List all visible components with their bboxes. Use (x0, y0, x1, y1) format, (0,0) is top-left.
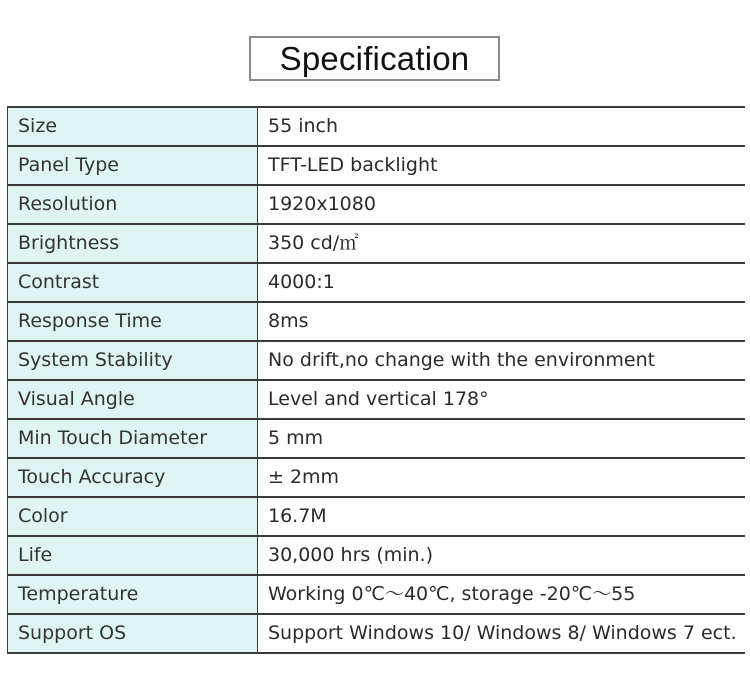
spec-label-touch-accuracy: Touch Accuracy (8, 458, 258, 497)
spec-value-min-touch-diameter: 5 mm (258, 419, 746, 458)
table-row (8, 224, 746, 263)
table-row (8, 185, 746, 224)
table-row (8, 536, 746, 575)
spec-label-response-time: Response Time (8, 302, 258, 341)
table-row (8, 107, 746, 146)
spec-value-resolution: 1920x1080 (258, 185, 746, 224)
page-title: Specification (249, 36, 500, 81)
spec-label-color: Color (8, 497, 258, 536)
table-row (8, 146, 746, 185)
spec-label-system-stability: System Stability (8, 341, 258, 380)
spec-value-visual-angle: Level and vertical 178° (258, 380, 746, 419)
table-row (8, 497, 746, 536)
table-row (8, 302, 746, 341)
spec-label-brightness: Brightness (8, 224, 258, 263)
spec-value-panel-type: TFT-LED backlight (258, 146, 746, 185)
spec-label-panel-type: Panel Type (8, 146, 258, 185)
spec-value-temperature: Working 0℃～40℃, storage -20℃～55 (258, 575, 746, 614)
spec-label-temperature: Temperature (8, 575, 258, 614)
table-row (8, 380, 746, 419)
table-row (8, 575, 746, 614)
spec-label-contrast: Contrast (8, 263, 258, 302)
spec-label-min-touch-diameter: Min Touch Diameter (8, 419, 258, 458)
spec-value-response-time: 8ms (258, 302, 746, 341)
table-row (8, 263, 746, 302)
table-row (8, 458, 746, 497)
spec-value-brightness: 350 cd/㎡ (258, 224, 746, 263)
spec-value-touch-accuracy: ± 2mm (258, 458, 746, 497)
table-row (8, 614, 746, 653)
specification-table (7, 106, 745, 654)
spec-label-resolution: Resolution (8, 185, 258, 224)
spec-value-life: 30,000 hrs (min.) (258, 536, 746, 575)
spec-value-contrast: 4000:1 (258, 263, 746, 302)
spec-label-size: Size (8, 107, 258, 146)
spec-label-visual-angle: Visual Angle (8, 380, 258, 419)
table-row (8, 419, 746, 458)
spec-label-life: Life (8, 536, 258, 575)
spec-value-color: 16.7M (258, 497, 746, 536)
spec-value-size: 55 inch (258, 107, 746, 146)
spec-value-system-stability: No drift,no change with the environment (258, 341, 746, 380)
spec-label-support-os: Support OS (8, 614, 258, 653)
table-row (8, 341, 746, 380)
spec-value-support-os: Support Windows 10/ Windows 8/ Windows 7 ect. (258, 614, 746, 653)
